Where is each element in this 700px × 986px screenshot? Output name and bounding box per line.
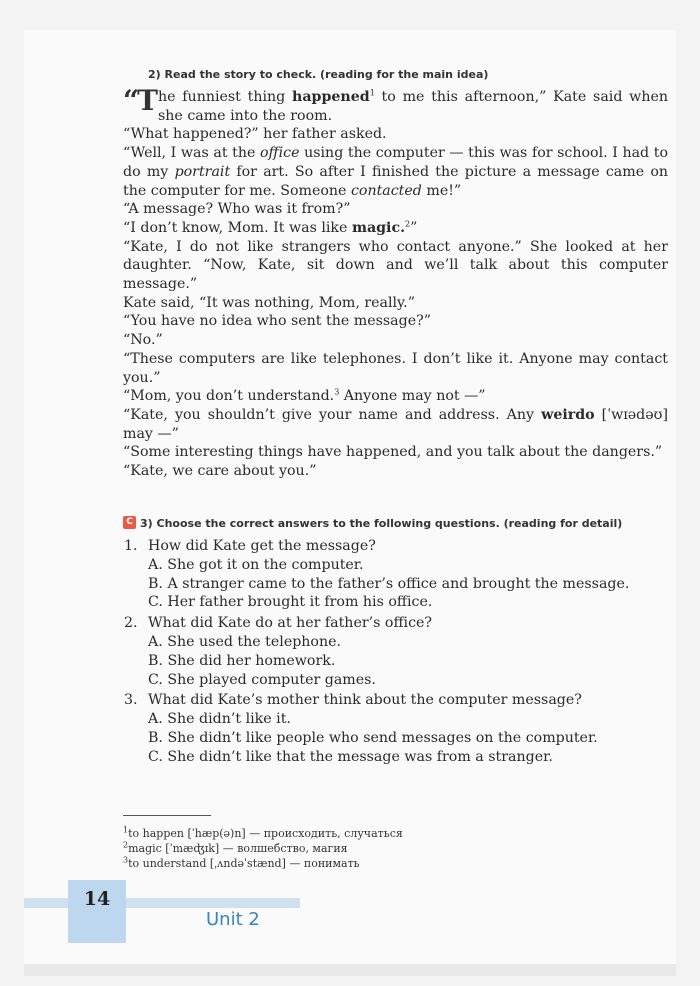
drop-cap [123, 84, 156, 117]
story-text-span: “Kate, you shouldn’t give your name and address. Any [123, 406, 542, 423]
story-paragraph-4: “A message? Who was it from?” [123, 201, 351, 218]
unit-label: Unit 2 [206, 909, 260, 930]
section-3-heading: 3) Choose the correct answers to the following questions. (reading for detail) [140, 517, 623, 530]
footer-band [24, 898, 300, 908]
story-paragraph-10: “These computers are like telephones. I don’t like it. Anyone may contact you.” [123, 350, 668, 386]
story-paragraph-2: “What happened?” her father asked. [123, 126, 387, 143]
open-quote: “ [123, 84, 138, 117]
story-text-span: “I don’t know, Mom. It was like [123, 219, 352, 236]
story-paragraph-14: “Kate, we care about you.” [123, 463, 317, 480]
answer-option: B. She didn’t like people who send messages on the computer. [148, 729, 598, 746]
footnotes [123, 826, 403, 871]
word-contacted: contacted [350, 182, 422, 199]
footnote-ref-3: 3 [334, 387, 340, 397]
footnote-number: 1 [123, 825, 129, 835]
answer-option: C. She didn’t like that the message was from a stranger. [148, 748, 553, 765]
question-line [123, 537, 668, 556]
exercise-c-icon: C [123, 516, 136, 529]
word-office: office [260, 145, 300, 162]
story-text [123, 84, 668, 481]
story-text-span: using the computer — this was for school. I had to do my [123, 145, 668, 180]
question-text: What did Kate’s mother think about the computer message? [148, 692, 582, 709]
questions-list [123, 537, 668, 769]
vocab-word-happened: happened [292, 89, 370, 105]
story-text-span: [ˈwɪədəʊ] may —” [123, 406, 668, 442]
footnote-divider [123, 815, 211, 816]
section-2-heading: 2) Read the story to check. (reading for the main idea) [148, 68, 489, 81]
answer-option: A. She didn’t like it. [148, 711, 291, 728]
question-1 [123, 537, 668, 612]
story-paragraph-13: “Some interesting things have happened, and you talk about the dangers.” [123, 444, 663, 461]
story-text-span: for art. So after I finished the picture a message came on the computer for me. Someone [123, 163, 668, 199]
story-text-span: me!” [421, 182, 462, 199]
page-number-box [68, 880, 126, 943]
story-paragraph-1 [123, 84, 668, 125]
question-line [123, 614, 668, 633]
footnote-number: 3 [123, 855, 129, 865]
answer-option: C. She played computer games. [148, 671, 376, 688]
answer-option: C. Her father brought it from his office. [148, 594, 433, 611]
story-text-span: to me this afternoon,” Kate said when she came into the room. [158, 89, 668, 124]
footnote-text: to happen [ˈhæp(ə)n] — происходить, случаться [128, 827, 403, 840]
question-text: How did Kate get the message? [148, 538, 376, 554]
footnote-ref-1: 1 [369, 88, 375, 98]
question-number: 3. [124, 692, 138, 709]
footnote-3 [123, 856, 403, 871]
answer-option: A. She got it on the computer. [148, 556, 364, 573]
story-text-span: “Well, I was at the [123, 145, 260, 162]
story-paragraph-3 [123, 144, 668, 200]
footnote-text: to understand [ˌʌndəˈstænd] — понимать [128, 857, 360, 870]
story-paragraph-9: “No.” [123, 332, 163, 349]
story-paragraph-11 [123, 387, 668, 406]
vocab-word-magic: magic. [351, 219, 406, 236]
page-number: 14 [83, 888, 111, 910]
question-number: 2. [124, 615, 138, 632]
vocab-word-weirdo: weirdo [541, 406, 595, 423]
question-3 [123, 691, 668, 766]
story-paragraph-12 [123, 406, 668, 443]
word-portrait: portrait [174, 163, 231, 180]
answer-option: B. She did her homework. [148, 652, 336, 669]
story-paragraph-8: “You have no idea who sent the message?” [123, 313, 431, 330]
story-text-span: ” [410, 219, 418, 236]
page-edge [24, 964, 676, 976]
story-paragraph-7: Kate said, “It was nothing, Mom, really.” [123, 294, 415, 311]
question-number: 1. [124, 538, 138, 554]
footnote-number: 2 [123, 840, 129, 850]
footnote-ref-2: 2 [405, 219, 411, 229]
question-line [123, 691, 668, 710]
story-text-span: Anyone may not —” [339, 388, 486, 405]
footnote-text: magic [ˈmæʤɪk] — волшебство, магия [128, 842, 348, 855]
footnote-1 [123, 826, 403, 841]
story-paragraph-6: “Kate, I do not like strangers who contact anyone.” She looked at her daughter. “Now, Kate, sit down and we’ll talk about this computer message.” [123, 238, 668, 293]
answer-option: A. She used the telephone. [148, 633, 342, 650]
answer-option: B. A stranger came to the father’s office and brought the message. [148, 575, 630, 592]
question-2 [123, 614, 668, 689]
question-text: What did Kate do at her father’s office? [148, 615, 433, 632]
story-text-span: “Mom, you don’t understand. [123, 388, 335, 405]
story-text-span: he funniest thing [158, 89, 293, 105]
drop-cap-letter: T [137, 84, 156, 117]
story-paragraph-5 [123, 219, 668, 238]
footnote-2 [123, 841, 403, 856]
